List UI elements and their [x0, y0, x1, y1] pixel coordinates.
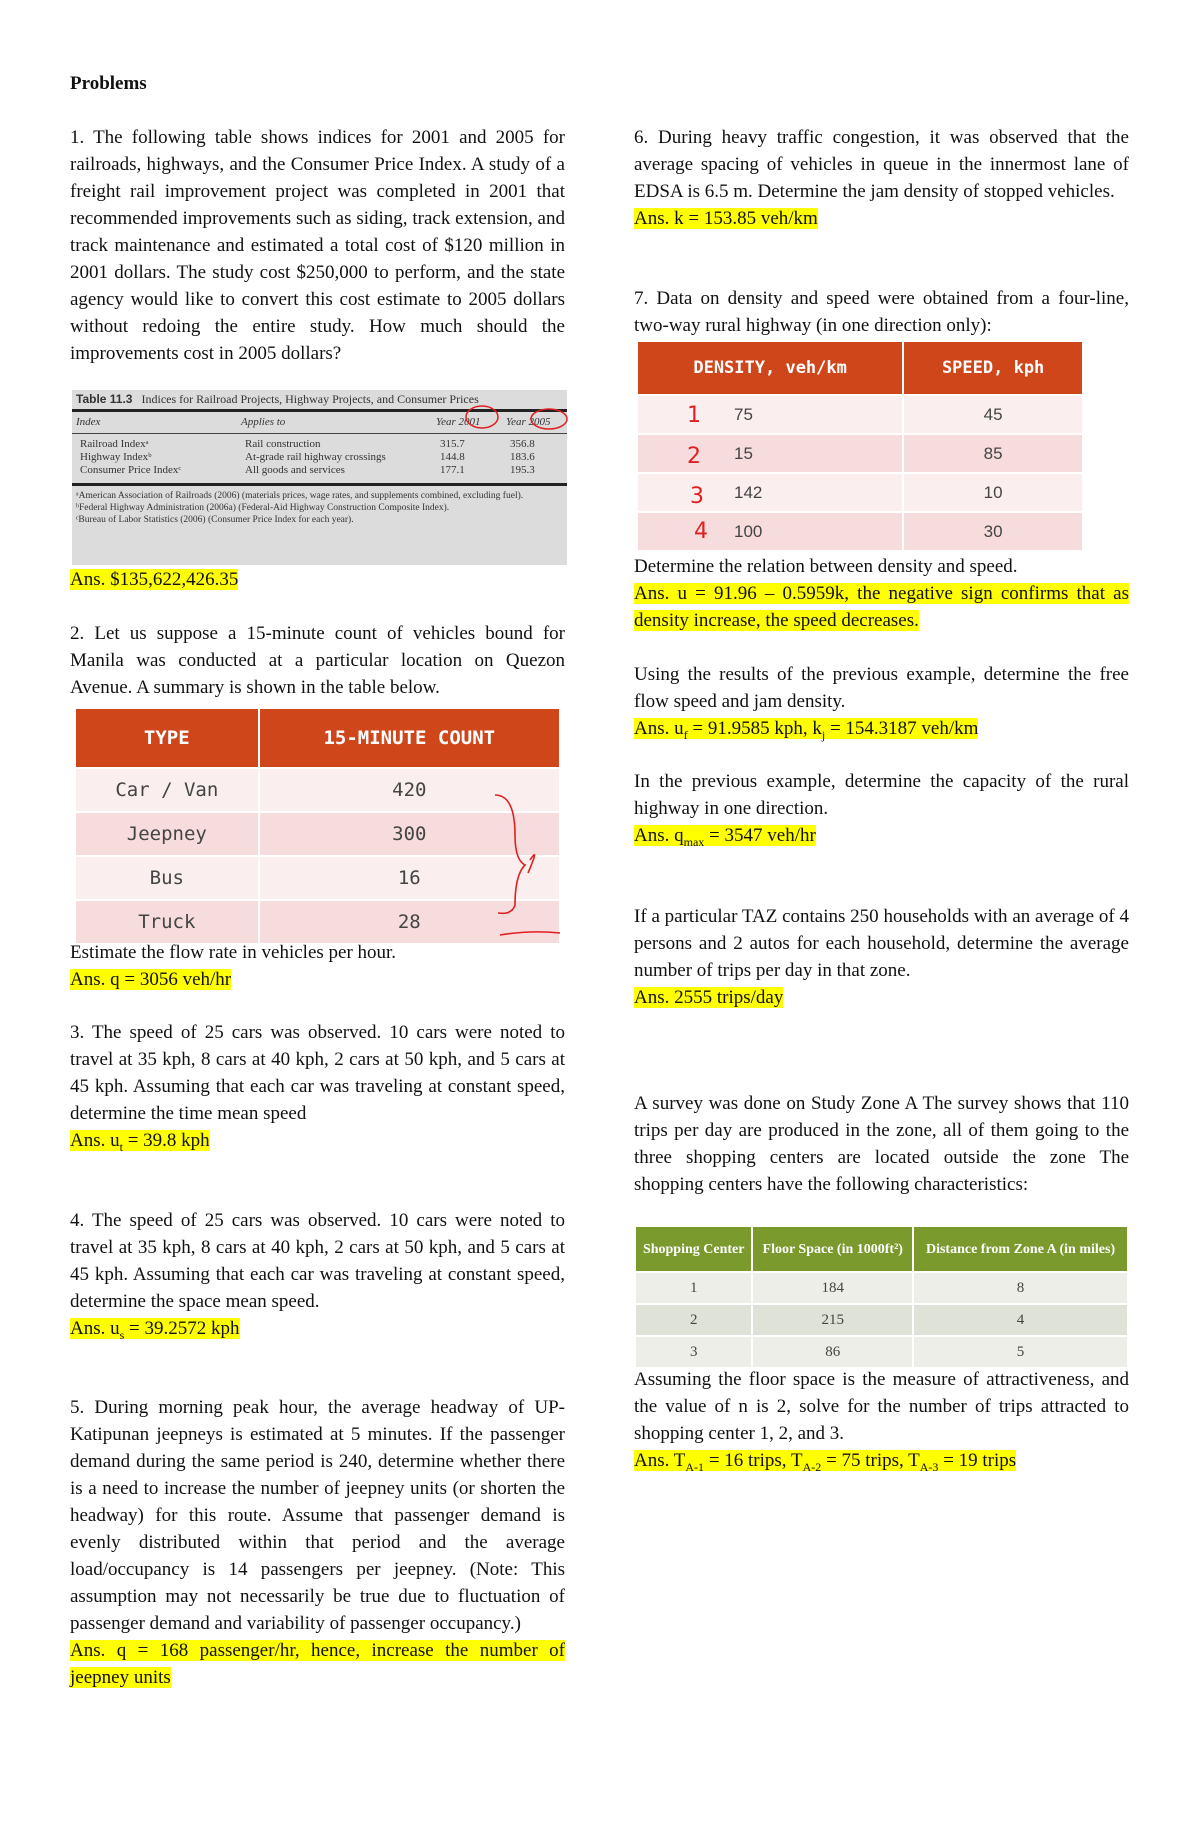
table-row: 15 85 [637, 434, 1083, 473]
table-row: 2 215 4 [635, 1304, 1128, 1336]
table-row: Railroad Indexᵃ Rail construction 315.7 356.8 [80, 438, 535, 450]
density-speed-table: DENSITY, veh/km SPEED, kph 75 45 15 85 142 10 100 30 [636, 340, 1084, 552]
handwritten-mark: 3 [690, 484, 704, 509]
page-heading: Problems [70, 73, 147, 94]
problem-2-question: Estimate the flow rate in vehicles per hour. Ans. q = 3056 veh/hr [70, 942, 397, 990]
problem-10: If a particular TAZ contains 250 households with an average of 4 persons and 2 autos for each household, determine the average number of trips per day in that zone. Ans. 2555 trips/day [634, 906, 1129, 1008]
problem-5: 5. During morning peak hour, the average headway of UP-Katipunan jeepneys is estimated at 5 minutes. If the passenger demand during the same period is 240, determine whether there is a need to increase the number of jeepney units (or shorten the headway) for this route. Assume that passenger demand is evenly distributed within that period and the average load/occupancy is 14 passengers per jeepney. (Note: This assumption may not necessarily be true due to fluctuation of passenger demand and variability of passenger occupancy.) Ans. q = 168 passenger/hr, hence, increase the number of jeepney units [70, 1397, 565, 1688]
problem-11-question: Assuming the floor space is the measure of attractiveness, and the value of n is 2, solve for the number of trips attracted to shopping center 1, 2, and 3. Ans. $T_{A-1} = 16$ trips, $T_{A-2} = 75$ trips, $T_{A-3} = 19$ trips [634, 1369, 1129, 1474]
problem-11: A survey was done on Study Zone A The survey shows that 110 trips per day are produced in the zone, all of them going to the three shopping centers are located outside the zone The shopping centers have the following characteristics: [634, 1093, 1129, 1195]
handwritten-mark: 4 [694, 519, 708, 544]
table-row: Jeepney 300 [75, 812, 560, 856]
problem-4: 4. The speed of 25 cars was observed. 10 cars were noted to travel at 35 kph, 8 cars at 40 kph, 2 cars at 50 kph, and 5 cars at 45 kph. Assuming that each car was traveling at constant speed, determine the space mean speed. Ans. $u_s = 39.2572$ kph [70, 1210, 565, 1342]
table-row: 3 86 5 [635, 1336, 1128, 1368]
answer-1: Ans. $135,622,426.35 [70, 569, 239, 590]
problem-7: 7. Data on density and speed were obtained from a four-line, two-way rural highway (in one direction only): [634, 288, 1129, 336]
table-11-3-image: Table 11.3 Indices for Railroad Projects, Highway Projects, and Consumer Prices Index Applies to Year 2001 Year 2005 Railroad Indexᵃ Rail construction 315.7 356.8 Highway Indexᵇ At-grade rail highway crossings 144.8 183.6 Consumer Price Indexᶜ All goods and services 177.1 195.3 ᵃAmerican Association of Railroads (2006) (materials prices, wage rates, and supplements combined, excluding fuel). ᵇFederal Highway Administration (2006a) (Federal-Aid Highway Construction Composite Index). ᶜBureau of Labor Statistics (2006) (Consumer Price Index for each year). [72, 390, 567, 565]
problem-6: 6. During heavy traffic congestion, it was observed that the average spacing of vehicles in queue in the innermost lane of EDSA is 6.5 m. Determine the jam density of stopped vehicles. Ans. k = 153.85 veh/km [634, 127, 1129, 229]
red-brace-annotation [490, 785, 570, 940]
table-row: 100 30 [637, 512, 1083, 551]
table-row: 142 10 [637, 473, 1083, 512]
problem-7-question: Determine the relation between density and speed. Ans. u = 91.96 – 0.5959k, the negative sign confirms that as density increase, the speed decreases. [634, 556, 1129, 631]
problem-9: In the previous example, determine the capacity of the rural highway in one direction. Ans. $q_{max} = 3547$ veh/hr [634, 771, 1129, 849]
shopping-center-table: Shopping Center Floor Space (in 1000ft²) Distance from Zone A (in miles) 1 184 8 2 215 4 3 86 5 [634, 1225, 1129, 1369]
problem-2: 2. Let us suppose a 15-minute count of vehicles bound for Manila was conducted at a particular location on Quezon Avenue. A summary is shown in the table below. [70, 623, 565, 698]
red-circle-annotations [462, 395, 572, 431]
table-row: 75 45 [637, 395, 1083, 434]
table-row: 1 184 8 [635, 1272, 1128, 1304]
handwritten-mark: 2 [687, 444, 701, 469]
vehicle-count-table: TYPE 15-MINUTE COUNT Car / Van 420 Jeepney 300 Bus 16 Truck 28 [74, 707, 561, 945]
table-row: Highway Indexᵇ At-grade rail highway crossings 144.8 183.6 [80, 451, 535, 463]
problem-8: Using the results of the previous example, determine the free flow speed and jam density. Ans. $u_f = 91.9585$ kph, $k_j = 154.3187$ veh/km [634, 664, 1129, 742]
table-row: Consumer Price Indexᶜ All goods and services 177.1 195.3 [80, 464, 535, 476]
handwritten-mark: 1 [687, 403, 701, 428]
problem-3: 3. The speed of 25 cars was observed. 10 cars were noted to travel at 35 kph, 8 cars at 40 kph, 2 cars at 50 kph, and 5 cars at 45 kph. Assuming that each car was traveling at constant speed, determine the time mean speed Ans. $u_t = 39.8$ kph [70, 1022, 565, 1154]
table-row: Bus 16 [75, 856, 560, 900]
problem-1: 1. The following table shows indices for 2001 and 2005 for railroads, highways, and the Consumer Price Index. A study of a freight rail improvement project was completed in 2001 that recommended improvements such as siding, track extension, and track maintenance and estimated a total cost of $120 million in 2001 dollars. The study cost $250,000 to perform, and the state agency would like to convert this cost estimate to 2005 dollars without redoing the entire study. How much should the improvements cost in 2005 dollars? [70, 127, 565, 364]
table-row: Car / Van 420 [75, 768, 560, 812]
table-row: Truck 28 [75, 900, 560, 944]
